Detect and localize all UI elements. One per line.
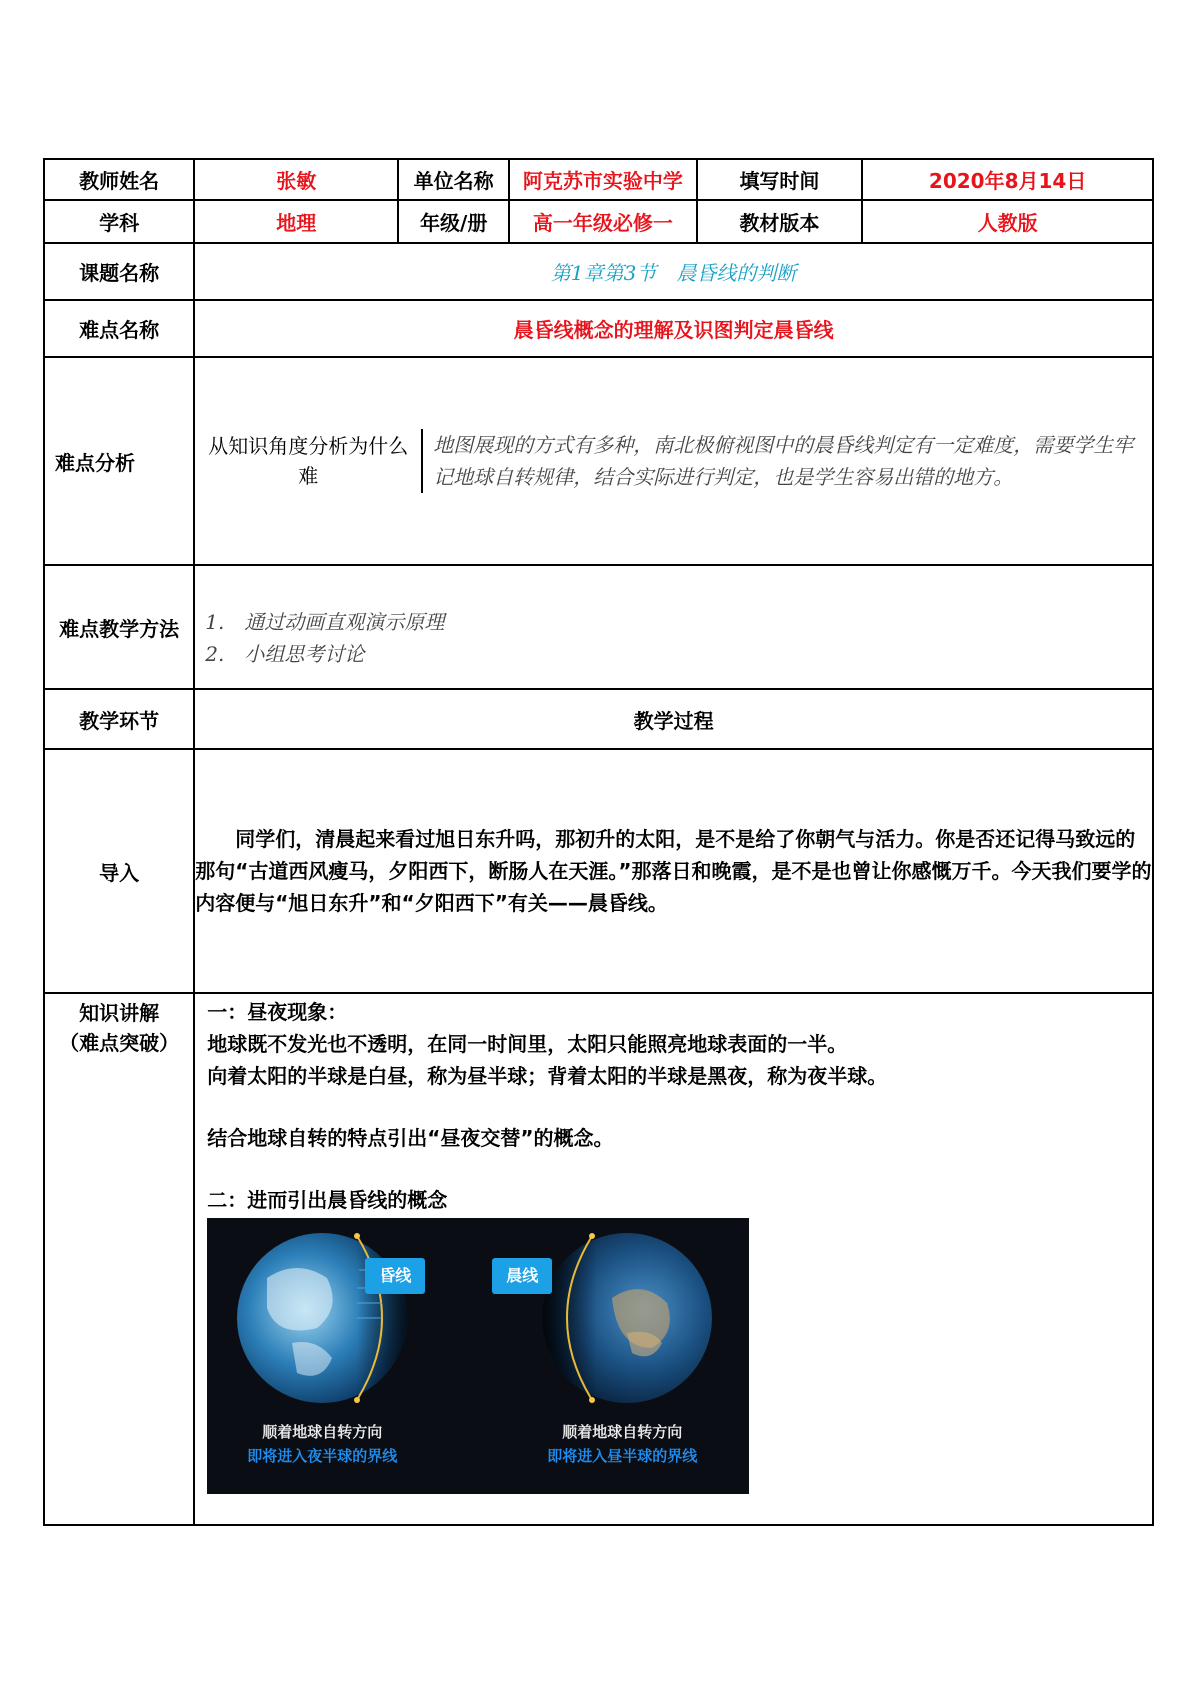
teacher-label: 教师姓名 xyxy=(44,159,194,200)
method-item-2: 2. 小组思考讨论 xyxy=(205,642,365,666)
knowledge-label-line1: 知识讲解 xyxy=(79,1001,160,1025)
grade-value: 高一年级必修一 xyxy=(509,200,697,243)
method-item-1: 1. 通过动画直观演示原理 xyxy=(205,610,445,634)
topic-value: 第1章第3节 晨昏线的判断 xyxy=(194,243,1153,300)
knowledge-label xyxy=(44,993,194,1525)
edition-label: 教材版本 xyxy=(697,200,863,243)
knowledge-label-line2: （难点突破） xyxy=(59,1031,180,1055)
date-value: 2020年8月14日 xyxy=(862,159,1153,200)
unit-value: 阿克苏市实验中学 xyxy=(509,159,697,200)
analysis-label: 难点分析 xyxy=(44,357,194,565)
dusk-line-tag: 昏线 xyxy=(365,1258,425,1294)
teacher-value: 张敏 xyxy=(194,159,398,200)
date-label: 填写时间 xyxy=(697,159,863,200)
left-caption-line1: 顺着地球自转方向 xyxy=(262,1423,383,1441)
knowledge-para-1: 地球既不发光也不透明，在同一时间里，太阳只能照亮地球表面的一半。 xyxy=(207,1032,848,1056)
terminator-figure xyxy=(207,1218,749,1494)
difficulty-label: 难点名称 xyxy=(44,300,194,357)
dawn-line-tag: 晨线 xyxy=(492,1258,552,1294)
subject-label: 学科 xyxy=(44,200,194,243)
difficulty-value: 晨昏线概念的理解及识图判定晨昏线 xyxy=(194,300,1153,357)
analysis-sub-label: 从知识角度分析为什么难 xyxy=(195,429,422,493)
subject-value: 地理 xyxy=(194,200,398,243)
process-value: 教学过程 xyxy=(194,689,1153,749)
methods-label: 难点教学方法 xyxy=(44,565,194,689)
intro-text: 同学们，清晨起来看过旭日东升吗，那初升的太阳，是不是给了你朝气与活力。你是否还记得马致远的那句“古道西风瘦马，夕阳西下，断肠人在天涯。”那落日和晚霞，是不是也曾让你感慨万千。今天我们要学的内容便与“旭日东升”和“夕阳西下”有关——晨昏线。 xyxy=(194,749,1153,993)
lesson-plan-table xyxy=(43,158,1154,1526)
knowledge-para-2: 向着太阳的半球是白昼，称为昼半球；背着太阳的半球是黑夜，称为夜半球。 xyxy=(207,1064,888,1088)
analysis-text: 地图展现的方式有多种，南北极俯视图中的晨昏线判定有一定难度，需要学生牢记地球自转规律，结合实际进行判定，也是学生容易出错的地方。 xyxy=(433,433,1134,489)
intro-label: 导入 xyxy=(44,749,194,993)
left-caption-line2: 即将进入夜半球的界线 xyxy=(247,1447,398,1465)
grade-label: 年级/册 xyxy=(398,200,509,243)
knowledge-heading-2: 二：进而引出晨昏线的概念 xyxy=(207,1188,448,1212)
right-caption xyxy=(527,1420,717,1468)
left-caption xyxy=(227,1420,417,1468)
unit-label: 单位名称 xyxy=(398,159,509,200)
knowledge-content xyxy=(194,993,1153,1525)
methods-list xyxy=(194,565,1153,689)
topic-label: 课题名称 xyxy=(44,243,194,300)
process-label: 教学环节 xyxy=(44,689,194,749)
analysis-inner xyxy=(195,429,1152,493)
knowledge-heading-1: 一：昼夜现象： xyxy=(207,1000,348,1024)
edition-value: 人教版 xyxy=(862,200,1153,243)
right-caption-line1: 顺着地球自转方向 xyxy=(562,1423,683,1441)
right-caption-line2: 即将进入昼半球的界线 xyxy=(547,1447,698,1465)
knowledge-para-3: 结合地球自转的特点引出“昼夜交替”的概念。 xyxy=(207,1126,614,1150)
analysis-cell xyxy=(194,357,1153,565)
